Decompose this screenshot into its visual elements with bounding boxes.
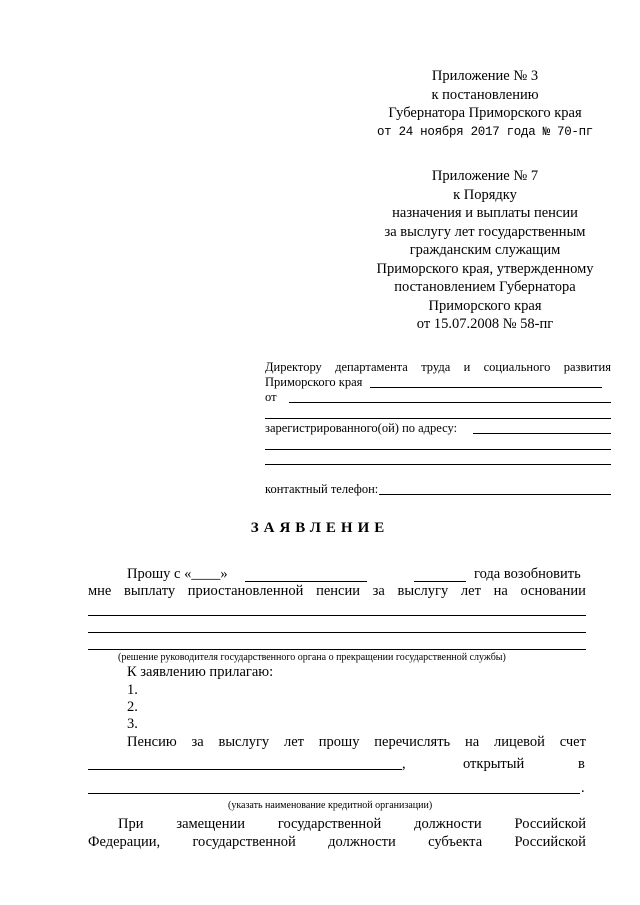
last-word: Российской: [514, 834, 586, 850]
transfer-word: Пенсию: [127, 734, 177, 750]
last-word: государственной: [277, 816, 382, 832]
transfer-word: выслугу: [218, 734, 270, 750]
last-line-1: [118, 816, 586, 833]
bank-note: (указать наименование кредитной организации): [228, 800, 433, 811]
appendix7-line8: Приморского края: [428, 297, 542, 314]
transfer-line: [127, 734, 586, 751]
appendix7-line1: Приложение № 7: [431, 168, 539, 184]
address-field-1[interactable]: [473, 433, 611, 434]
director-word: труда: [421, 360, 451, 374]
attachments-heading: К заявлению прилагаю:: [127, 664, 274, 680]
director-line: [265, 360, 611, 375]
request-word: выслугу: [397, 583, 449, 599]
request-word: на: [493, 583, 508, 599]
last-word: должности: [414, 816, 482, 832]
document-title: ЗАЯВЛЕНИЕ: [250, 520, 390, 536]
appendix7-line4: за выслугу лет государственным: [384, 223, 586, 240]
director-word: социального: [483, 360, 551, 374]
addressee-block: [265, 360, 611, 500]
address-field-3[interactable]: [265, 464, 611, 465]
appendix7-line7: постановлением Губернатора: [394, 279, 576, 295]
address-field-2[interactable]: [265, 449, 611, 450]
request-word: лет: [460, 583, 481, 599]
basis-field-3[interactable]: [88, 649, 586, 650]
request-date-field[interactable]: [245, 581, 367, 582]
last-word: замещении: [176, 816, 245, 832]
decision-note: (решение руководителя государственного органа о прекращении государственной службы): [118, 652, 506, 663]
attachment-item-2: 2.: [127, 699, 138, 715]
last-word: Российской: [514, 816, 586, 832]
appendix3-block: [360, 67, 610, 141]
request-word: приостановленной: [187, 583, 304, 599]
last-word: государственной: [192, 834, 296, 850]
bank-name-field[interactable]: [88, 793, 580, 794]
basis-field-1[interactable]: [88, 615, 586, 616]
appendix3-line1: Приложение № 3: [431, 68, 539, 84]
appendix7-line2: к Порядку: [453, 186, 517, 203]
basis-field-2[interactable]: [88, 632, 586, 633]
last-word: Федерации,: [88, 834, 161, 850]
request-start: Прошу с «____»: [127, 566, 228, 582]
director-word: департамента: [335, 360, 408, 374]
appendix3-line3: Губернатора Приморского края: [388, 105, 582, 121]
bank-period: .: [581, 780, 585, 796]
appendix7-block: [340, 167, 630, 334]
last-word: субъекта: [428, 834, 483, 850]
transfer-word: прошу: [318, 734, 360, 750]
region-label: Приморского края: [265, 375, 363, 389]
last-line-2: [88, 834, 586, 851]
appendix7-line3: назначения и выплаты пенсии: [392, 205, 578, 221]
appendix3-line2: к постановлению: [431, 86, 539, 103]
from-label: от: [265, 390, 277, 404]
appendix7-line9: от 15.07.2008 № 58-пг: [416, 316, 554, 332]
in-text: в: [578, 756, 585, 772]
director-word: и: [463, 360, 471, 374]
last-word: При: [118, 816, 144, 832]
appendix7-line6: Приморского края, утвержденному: [376, 260, 594, 277]
director-word: Директору: [265, 360, 322, 374]
last-word: должности: [328, 834, 396, 850]
appendix3-date-stamp: от 24 ноября 2017 года № 70-пг: [376, 124, 594, 139]
transfer-word: перечислять: [374, 734, 451, 750]
request-line2: [88, 583, 586, 600]
request-year-text: года возобновить: [474, 566, 581, 582]
appendix7-line5: гражданским служащим: [409, 242, 561, 258]
account-comma: ,: [402, 756, 406, 772]
attachment-item-1: 1.: [127, 682, 138, 698]
request-word: пенсии: [316, 583, 360, 599]
phone-label: контактный телефон:: [265, 482, 379, 496]
transfer-word: лет: [283, 734, 304, 750]
request-word: за: [372, 583, 385, 599]
request-word: выплату: [124, 583, 176, 599]
account-number-field[interactable]: [88, 769, 402, 770]
request-word: основании: [520, 583, 586, 599]
transfer-word: лицевой: [493, 734, 545, 750]
director-word: развития: [563, 360, 611, 374]
from-name-field[interactable]: [289, 402, 611, 403]
transfer-word: на: [464, 734, 480, 750]
opened-text: открытый: [463, 756, 525, 772]
transfer-word: счет: [559, 734, 586, 750]
transfer-word: за: [191, 734, 204, 750]
phone-field[interactable]: [379, 494, 611, 495]
attachment-item-3: 3.: [127, 716, 138, 732]
request-year-field[interactable]: [414, 581, 466, 582]
from-name-field-2[interactable]: [265, 418, 611, 419]
request-word: мне: [88, 583, 112, 599]
registered-address-label: зарегистрированного(ой) по адресу:: [265, 421, 458, 435]
region-field[interactable]: [370, 387, 602, 388]
